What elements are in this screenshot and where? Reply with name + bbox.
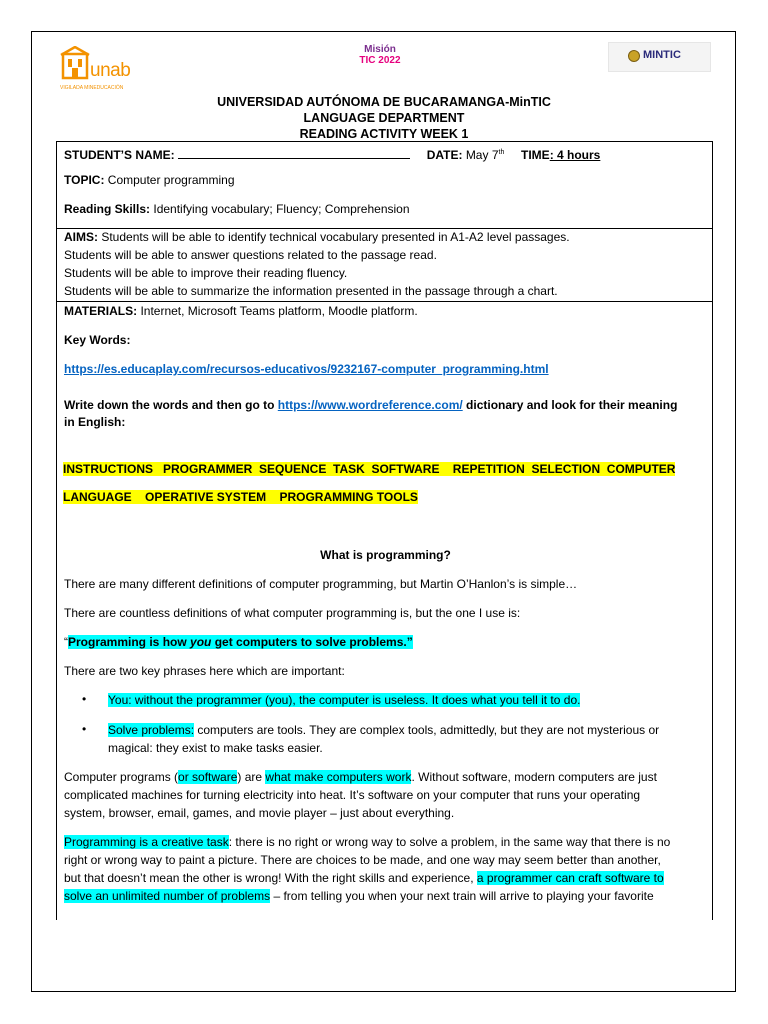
instruction-line-1 (64, 398, 677, 413)
reading-p1: There are many different definitions of computer programming, but Martin O’Hanlon’s is simple… (64, 577, 578, 591)
p5-a: : there is no right or wrong way to solve a problem, in the same way that there is no (228, 835, 671, 849)
time-label: TIME (521, 148, 550, 162)
reading-p5-line-4 (64, 889, 654, 904)
quote-you: you (190, 635, 212, 649)
topic-line (64, 173, 235, 188)
skills-label: Reading Skills: (64, 202, 151, 216)
p4-highlight-1: or software (178, 770, 238, 784)
key-words-list-1: INSTRUCTIONS PROGRAMMER SEQUENCE TASK SOFTWARE REPETITION SELECTION COMPUTER (63, 462, 676, 476)
reading-p5-line-2: right or wrong way to paint a picture. There are choices to be made, and one way may seem better than another, (64, 853, 661, 867)
mintic-logo (608, 42, 711, 72)
aims-line-4: Students will be able to summarize the information presented in the passage through a chart. (64, 284, 558, 298)
materials-reading-section (56, 301, 713, 920)
quote-b: get computers to solve problems.” (211, 635, 413, 649)
educaplay-link[interactable]: https://es.educaplay.com/recursos-educativos/9232167-computer_programming.html (64, 362, 549, 376)
reading-p4-line-3: system, browser, email, games, and movie player – just about everything. (64, 806, 455, 820)
bullet-2-highlight: Solve problems: (108, 723, 195, 737)
mision-line1: Misión (364, 44, 396, 55)
student-name-blank (178, 147, 410, 159)
p4-a: Computer programs ( (64, 770, 179, 784)
aims-line-3: Students will be able to improve their reading fluency. (64, 266, 348, 280)
quote-a: Programming is how (68, 635, 191, 649)
materials-value: Internet, Microsoft Teams platform, Moodle platform. (137, 304, 418, 318)
student-date-line (64, 145, 600, 163)
materials-label: MATERIALS: (64, 304, 138, 318)
instruction-line-2: in English: (64, 415, 126, 429)
aims-section (56, 228, 713, 302)
time-value: : 4 hours (549, 148, 601, 162)
mision-tic-logo (357, 44, 403, 80)
p4-c: . Without software, modern computers are just (411, 770, 657, 784)
quote-open: “ (64, 635, 68, 649)
key-words-label: Key Words: (64, 333, 131, 347)
reading-p3: There are two key phrases here which are important: (64, 664, 345, 678)
unab-wordmark: unab (90, 60, 131, 81)
reading-heading: What is programming? (320, 548, 451, 562)
bullet-1-text: You: without the programmer (you), the computer is useless. It does what you tell it to do. (108, 693, 581, 707)
topic-label: TOPIC: (64, 173, 105, 187)
date-value: May 7 (465, 148, 499, 162)
mintic-text: MINTIC (643, 49, 681, 61)
title-department: LANGUAGE DEPARTMENT (303, 111, 465, 125)
p5-line4-rest: – from telling you when your next train will arrive to playing your favorite (270, 889, 654, 903)
title-activity: READING ACTIVITY WEEK 1 (299, 127, 469, 141)
p5-highlight-2: a programmer can craft software to (476, 871, 664, 885)
bullet-2-line-1 (108, 723, 659, 738)
educaplay-link-line (64, 362, 549, 377)
key-words-list-2: LANGUAGE OPERATIVE SYSTEM PROGRAMMING TOOLS (63, 490, 418, 504)
aims-label: AIMS: (64, 230, 98, 244)
skills-value: Identifying vocabulary; Fluency; Comprehension (150, 202, 410, 216)
quote-highlight (68, 635, 413, 649)
key-words-line-1 (63, 462, 675, 477)
unab-tagline: VIGILADA MINEDUCACIÓN (60, 85, 124, 91)
aims-line-1 (64, 230, 570, 245)
title-university: UNIVERSIDAD AUTÓNOMA DE BUCARAMANGA-MinTIC (217, 95, 551, 109)
bullet-dot-2: • (82, 722, 87, 736)
reading-p2: There are countless definitions of what computer programming is, but the one I use is: (64, 606, 521, 620)
p4-highlight-2: what make computers work (265, 770, 412, 784)
document-title (60, 94, 708, 142)
instruction-post: dictionary and look for their meaning (462, 398, 678, 412)
mision-line2: TIC 2022 (359, 55, 401, 66)
student-info-section (56, 141, 713, 229)
date-sup: th (498, 149, 505, 156)
materials-line (64, 304, 418, 319)
reading-p4-line-2: complicated machines for turning electricity into heat. It’s software on your computer that runs your operating (64, 788, 641, 802)
student-name-label: STUDENT’S NAME: (64, 148, 175, 162)
aims-line-2: Students will be able to answer questions related to the passage read. (64, 248, 437, 262)
reading-p4-line-1 (64, 770, 657, 785)
coat-of-arms-icon (628, 50, 640, 62)
key-words-line-2 (63, 490, 418, 505)
instruction-pre: Write down the words and then go to (64, 398, 278, 412)
reading-p5-line-1 (64, 835, 670, 850)
bullet-1 (108, 693, 580, 708)
reading-quote (64, 635, 413, 650)
p5-highlight-3: solve an unlimited number of problems (64, 889, 271, 903)
bullet-2-line-2: magical: they exist to make tasks easier. (108, 741, 323, 755)
date-label: DATE: (426, 148, 463, 162)
topic-value: Computer programming (104, 173, 235, 187)
building-icon (60, 46, 90, 80)
p5-highlight-1: Programming is a creative task (64, 835, 229, 849)
aims-text-1: Students will be able to identify technical vocabulary presented in A1-A2 level passages. (98, 230, 570, 244)
p4-b: ) are (237, 770, 266, 784)
bullet-2-rest: computers are tools. They are complex tools, admittedly, but they are not mysterious or (194, 723, 660, 737)
skills-line (64, 202, 410, 217)
bullet-dot-1: • (82, 692, 87, 706)
p5-line3-a: but that doesn’t mean the other is wrong! With the right skills and experience, (64, 871, 477, 885)
wordreference-link[interactable]: https://www.wordreference.com/ (277, 398, 463, 412)
reading-p5-line-3 (64, 871, 664, 886)
